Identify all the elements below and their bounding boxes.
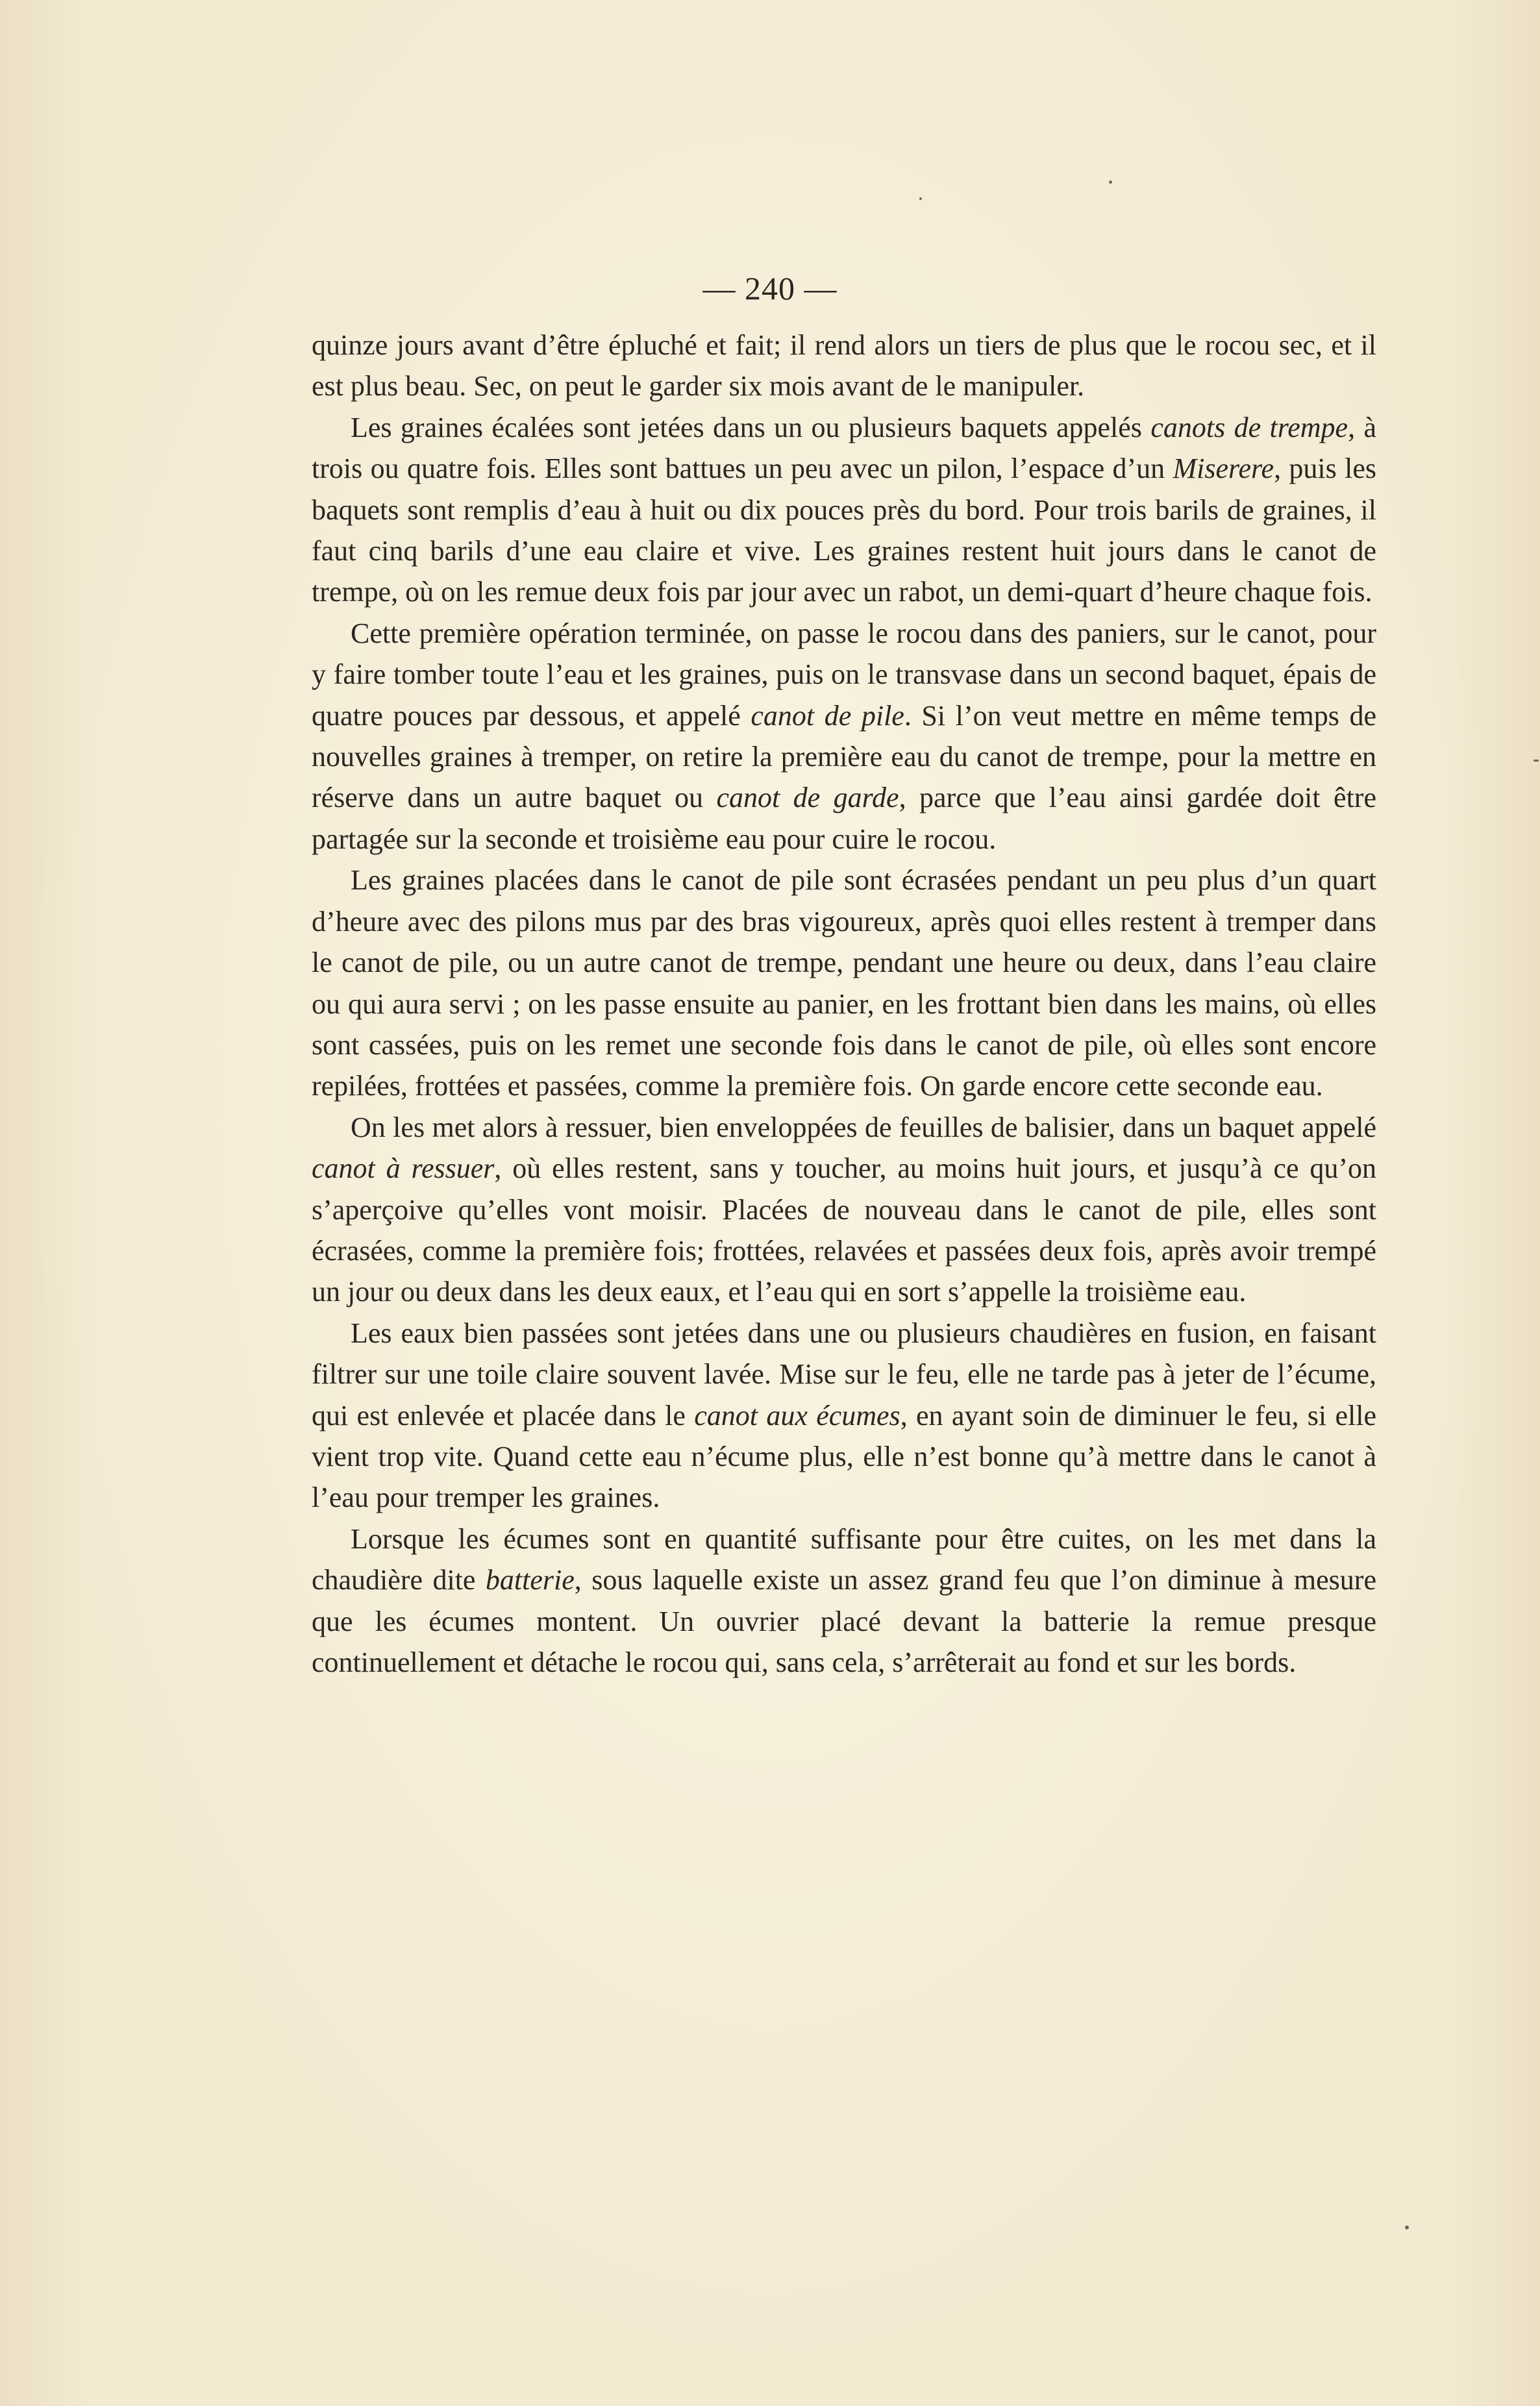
- text-segment: Lorsque les écumes sont en quantité suffisante pour être cuites, on les met dans la chaudière dite: [312, 1522, 1376, 1596]
- paper-speck: [1405, 2226, 1409, 2229]
- text-segment: , parce que l’eau ainsi gardée doit être partagée sur la seconde et troisième eau pour cuire le rocou.: [312, 782, 1376, 855]
- text-segment: Les graines placées dans le canot de pile sont écrasées pendant un peu plus d’un quart d’heure avec des pilons mus par des bras vigoureux, après quoi elles restent à tremper dans le canot de pile, ou un autre canot de trempe, pendant une heure ou deux, dans l’eau claire ou qui aura servi ; on les passe ensuite au panier, en les frottant bien dans les mains, où elles sont cassées, puis on les remet une seconde fois dans le canot de pile, où elles sont encore repilées, frottées et passées, comme la première fois. On garde encore cette seconde eau.: [312, 864, 1376, 1102]
- text-segment: , à trois ou quatre fois. Elles sont battues un peu avec un pilon, l’espace d’un: [312, 411, 1376, 485]
- text-segment: Les eaux bien passées sont jetées dans une ou plusieurs chaudières en fusion, en faisant filtrer sur une toile claire souvent lavée. Mise sur le feu, elle ne tarde pas à jeter de l’écume, qui est enlevée et placée dans le: [312, 1317, 1376, 1432]
- italic-term: Miserere: [1173, 453, 1274, 485]
- text-segment: On les met alors à ressuer, bien enveloppées de feuilles de balisier, dans un baquet appelé: [351, 1111, 1376, 1143]
- paragraph-6: [312, 1313, 1376, 1519]
- italic-term: canot aux écumes: [694, 1399, 900, 1432]
- text-segment: , puis les baquets sont remplis d’eau à huit ou dix pouces près du bord. Pour trois barils de graines, il faut cinq barils d’une eau claire et vive. Les graines restent huit jours dans le canot de trempe, où on les remue deux fois par jour avec un rabot, un demi-quart d’heure chaque fois.: [312, 453, 1377, 608]
- italic-term: canot de garde: [716, 782, 899, 814]
- italic-term: canot de pile: [751, 699, 904, 732]
- paper-speck: [1109, 180, 1112, 184]
- paragraph-7: [312, 1519, 1376, 1683]
- text-segment: , où elles restent, sans y toucher, au moins huit jours, et jusqu’à ce qu’on s’aperçoive qu’elles vont moisir. Placées de nouveau dans le canot de pile, elles sont écrasées, comme la première fois; frottées, relavées et passées deux fois, après avoir trempé un jour ou deux dans les deux eaux, et l’eau qui en sort s’appelle la troisième eau.: [312, 1152, 1376, 1308]
- paragraph-1: [312, 325, 1376, 407]
- page-number: — 240 —: [702, 270, 838, 306]
- paragraph-3: [312, 613, 1376, 860]
- paper-speck: [1534, 760, 1539, 762]
- paragraph-4: [312, 860, 1376, 1106]
- body-text: [312, 325, 1376, 1683]
- italic-term: canots de trempe: [1150, 411, 1348, 443]
- text-segment: , en ayant soin de diminuer le feu, si elle vient trop vite. Quand cette eau n’écume plus, elle n’est bonne qu’à mettre dans le canot à l’eau pour tremper les graines.: [312, 1399, 1376, 1514]
- italic-term: batterie: [485, 1564, 575, 1596]
- italic-term: canot à ressuer: [312, 1152, 495, 1185]
- paper-speck: [919, 197, 922, 200]
- text-segment: . Si l’on veut mettre en même temps de nouvelles graines à tremper, on retire la première eau du canot de trempe, pour la mettre en réserve dans un autre baquet ou: [312, 699, 1376, 814]
- paragraph-2: [312, 407, 1376, 613]
- text-segment: Les graines écalées sont jetées dans un ou plusieurs baquets appelés: [351, 411, 1151, 443]
- text-segment: Cette première opération terminée, on passe le rocou dans des paniers, sur le canot, pour y faire tomber toute l’eau et les graines, puis on le transvase dans un second baquet, épais de quatre pouces par dessous, et appelé: [312, 617, 1376, 732]
- paragraph-5: [312, 1107, 1376, 1313]
- text-segment: , sous laquelle existe un assez grand feu que l’on diminue à mesure que les écumes montent. Un ouvrier placé devant la batterie la remue presque continuellement et détache le rocou qui, sans cela, s’arrêterait au fond et sur les bords.: [312, 1564, 1376, 1678]
- text-segment: quinze jours avant d’être épluché et fait; il rend alors un tiers de plus que le rocou sec, et il est plus beau. Sec, on peut le garder six mois avant de le manipuler.: [312, 329, 1376, 403]
